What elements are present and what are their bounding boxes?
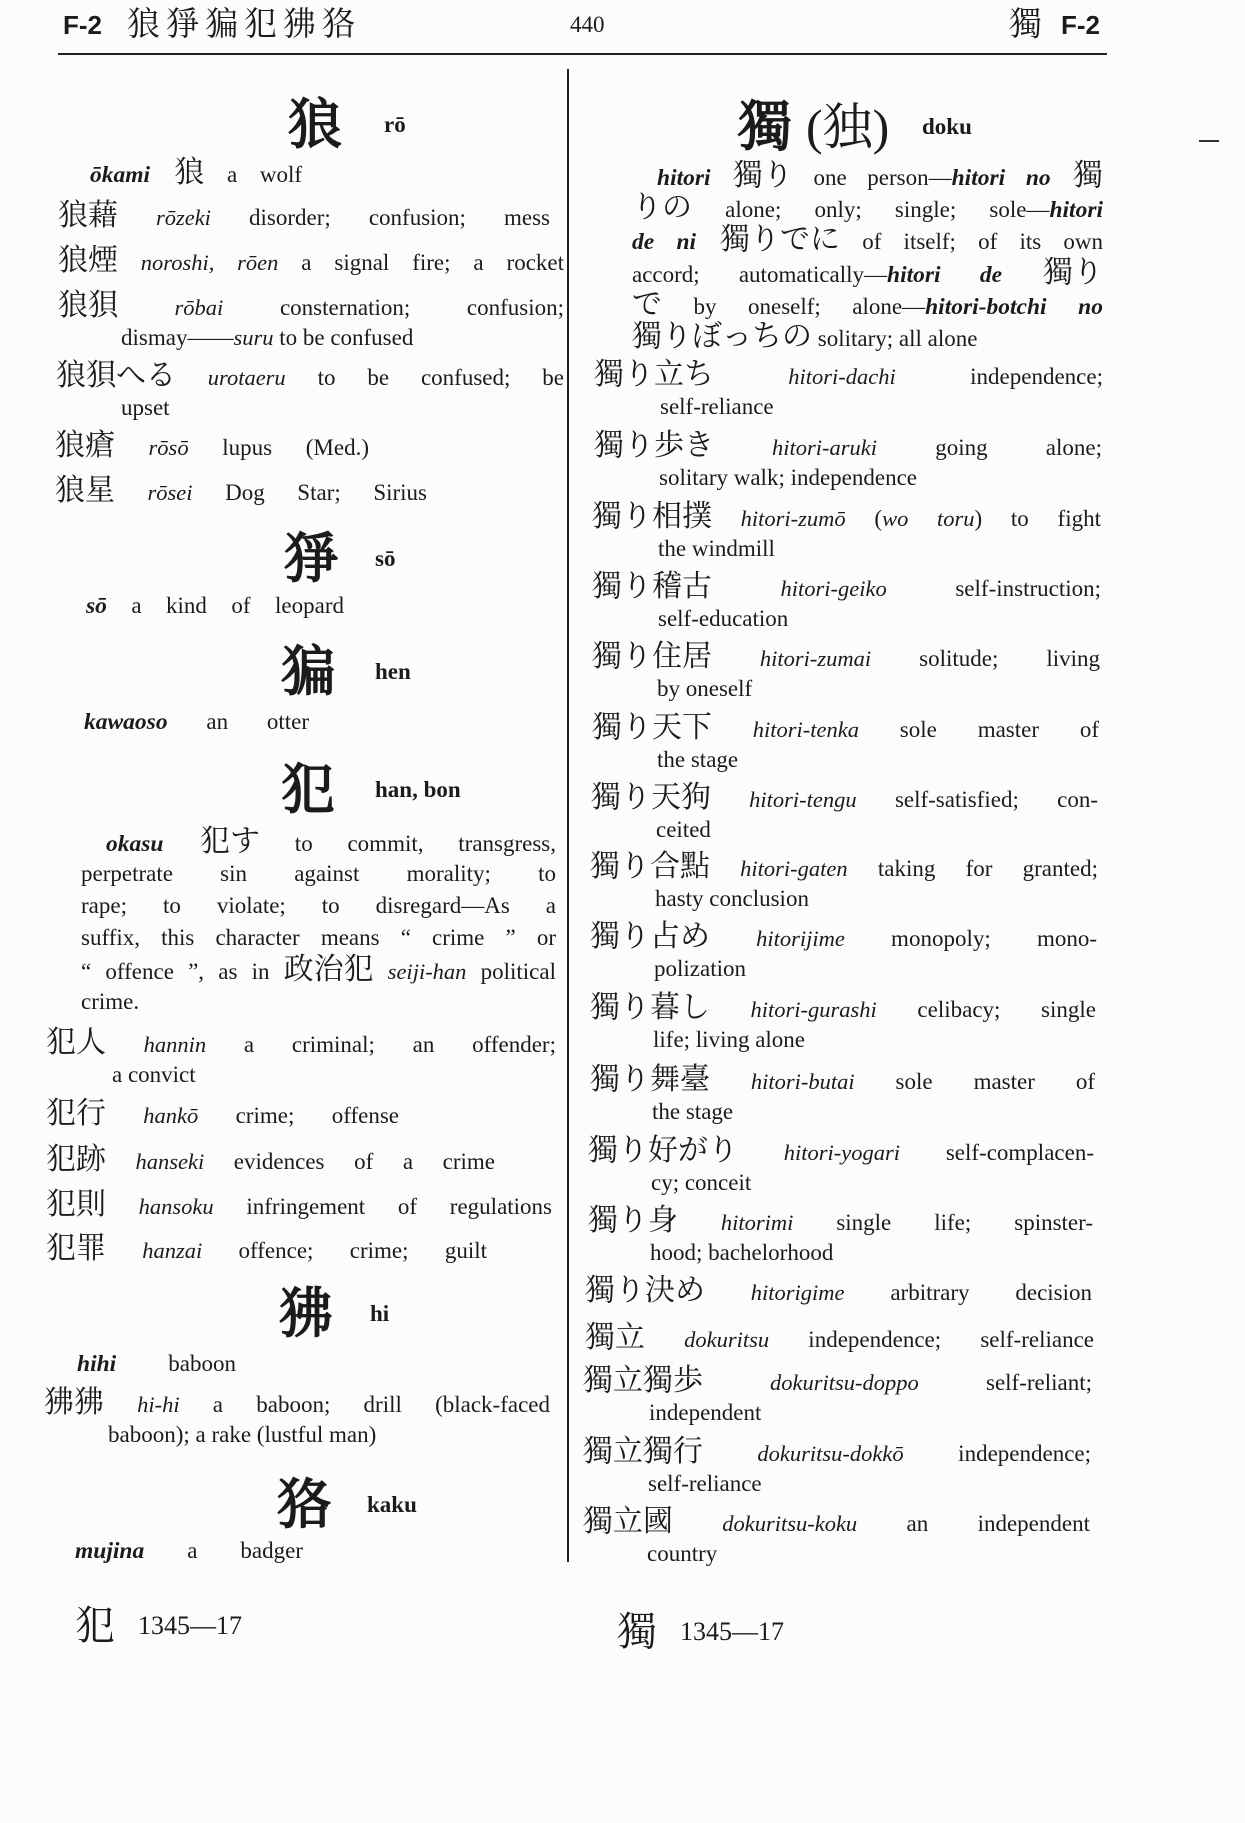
headword-romanization: sō [86,593,107,619]
definition-text: polization [654,956,746,982]
headword-romanization: hitori de [887,261,1003,288]
heading-romanization: hi [370,1301,390,1326]
kanji-text: 獨りでに [696,223,841,257]
romanization-text: dokuritsu-koku [673,1510,858,1536]
entry-line-text [632,287,1103,321]
romanization-text: hi-hi [104,1392,180,1417]
definition-text: baboon); a rake (lustful man) [108,1422,377,1447]
definition-text: hood; bachelorhood [650,1240,834,1266]
romanization-text: hitori-aruki [714,434,878,460]
romanization-text: urotaeru [176,365,286,390]
heading-kanji: 猙 [284,529,338,589]
definition-text: alone; only; single; sole— [692,197,1050,223]
definition-text: a wolf [204,162,302,187]
entry-line [659,462,917,494]
entry-line-text [592,499,1101,533]
kanji-text: 狒狒 [44,1386,104,1419]
entry-line-text [632,255,1104,289]
romanization-text: hitorijime [710,925,845,951]
romanization-text: hitori-butai [710,1068,855,1094]
entry-line [594,430,1102,462]
headword-romanization: okasu [106,831,164,857]
footer-character-left: 犯 [75,1603,115,1648]
footer-character-right: 獨 [617,1609,657,1654]
romanization-text: hitorimi [678,1209,794,1235]
definition-text: of itself; of its own [840,229,1103,255]
kanji-text: で [632,287,662,321]
definition-text: a signal fire; a rocket [278,250,564,275]
romanization-text: hitori-tengu [711,786,857,812]
definition-text: independence; [903,1440,1092,1466]
definition-text: the stage [657,747,739,773]
kanji-text: 犯罪 [46,1232,106,1265]
entry-line [658,603,788,635]
definition-text: crime. [81,989,140,1014]
definition-text: the stage [652,1099,734,1125]
definition-text: self-reliant; [918,1369,1092,1395]
kanji-text: 獨り好がり [588,1133,738,1167]
entry-line-text [660,394,774,419]
heading-variant-kanji: (独) [806,99,890,155]
romanization-text: rōbai [118,295,224,320]
kanji-text: 獨り決め [585,1273,705,1307]
kanji-text: 獨り暮し [590,990,710,1024]
definition-text: solitude; living [871,645,1100,671]
entry-line [592,571,1101,603]
entry-line [632,321,977,353]
definition-text: independence; [895,363,1103,389]
heading-kanji: 狒 [279,1284,333,1344]
kanji-text: 狼煙 [58,244,118,277]
entry-line [585,1275,1092,1307]
entry-line-text [651,1170,751,1195]
entry-line-text [655,886,809,911]
definition-text: infringement of regulations [213,1194,553,1219]
definition-text: upset [121,395,170,420]
definition-text: by oneself; alone— [662,293,926,319]
definition-text: hasty conclusion [655,886,809,912]
entry-line-text [592,569,1101,603]
footer-code-left: 1345—17 [138,1611,242,1640]
header-section-code-left: F-2 [63,10,102,40]
definition-text: ( [845,505,883,531]
page-number: 440 [570,12,605,37]
definition-text: offence; crime; guilt [202,1238,487,1263]
romanization-text: dokuritsu [645,1326,770,1352]
heading-kanji: 獨 [738,97,792,157]
kanji-text: 獨立獨歩 [583,1363,703,1397]
kanji-text: 獨 [1050,158,1104,192]
kanji-text: 獨り舞臺 [590,1062,710,1096]
entry-line-text [591,780,1098,814]
definition-text: evidences of a crime [204,1149,495,1174]
definition-text: cy; conceit [651,1170,752,1196]
romanization-text: hitorigime [705,1279,845,1305]
kanji-text: 犯跡 [46,1143,106,1176]
entry-line-text [652,1099,733,1124]
heading-romanization: hen [375,659,411,684]
headword-romanization: hitori no [951,164,1051,191]
kanji-text: 獨り相撲 [592,499,712,533]
romanization-text: hanseki [106,1149,205,1174]
definition-text: an independent [857,1510,1090,1536]
entry-line-text [588,1133,1094,1167]
romanization-text: hitori-yogari [738,1139,900,1165]
definition-text: going alone; [877,434,1103,460]
definition-text: to commit, transgress, [260,831,557,856]
entry-line [654,953,746,985]
romanization-text: suru [233,325,274,350]
definition-text: rape; to violate; to disregard—As a [81,893,556,918]
heading-romanization: rō [384,112,406,137]
entry-line [658,533,775,565]
entry-line [590,921,1097,953]
entry-line-text [594,357,1103,391]
definition-text: ) to fight [974,505,1101,531]
entry-line [592,641,1100,673]
definition-text: the windmill [658,536,775,562]
romanization-text: seiji-han [373,959,467,984]
definition-text: ceited [656,817,711,843]
kanji-text: 獨り [710,158,793,192]
definition-text: self-satisfied; con- [856,786,1098,812]
definition-text: suffix, this character means “ crime ” or [81,925,556,950]
definition-text: independent [649,1400,762,1426]
entry-line [660,391,774,423]
kanji-text: 狼 [150,156,205,189]
kanji-text: 犯則 [46,1188,106,1221]
definition-text: political [466,959,556,984]
definition-text: disorder; confusion; mess [210,205,550,230]
entry-line-text [658,536,775,561]
entry-line-text [585,1320,1094,1354]
entry-line [590,992,1096,1024]
entry-line-text [583,1363,1092,1397]
definition-text: a badger [144,1538,303,1563]
kanji-text: 狼藉 [58,199,118,232]
entry-line [656,814,711,846]
entry-line [649,1397,761,1429]
entry-line [632,289,1103,321]
heading-kanji: 狢 [277,1475,331,1535]
kanji-text: 獨り合點 [590,849,710,883]
entry-line-text [657,676,752,701]
definition-text: sole master of [858,716,1099,742]
entry-line-text [654,956,746,981]
entry-line-text [632,223,1103,257]
kanji-text: 犯人 [46,1026,106,1059]
entry-line-text [590,919,1097,953]
kanji-text: 犯す [163,825,261,858]
definition-text: life; living alone [653,1027,806,1053]
headword-romanization: de ni [632,229,697,256]
kanji-text: 獨り占め [590,919,710,953]
definition-text: celibacy; single [876,996,1096,1022]
entry-line-text [659,465,917,490]
heading-kanji: 狼 [288,95,342,155]
entry-line [583,1365,1092,1397]
entry-line-text [583,1434,1092,1468]
entry-line [647,1538,717,1570]
entry-line-text [585,1273,1093,1307]
definition-text: self-complacen- [899,1139,1094,1165]
entry-line [657,744,738,776]
entry-line [590,1064,1095,1096]
definition-text: Dog Star; Sirius [192,480,428,505]
entry-line [592,501,1101,533]
definition-text: self-instruction; [886,575,1101,601]
romanization-text: rōsei [115,480,193,505]
entry-line [594,359,1103,391]
romanization-text: hansoku [106,1194,214,1219]
entry-line-text [632,191,1103,225]
definition-text: “ offence ”, as in [81,959,284,984]
definition-text: self-reliance [648,1471,762,1497]
definition-text: self-reliance [660,394,774,420]
kanji-text: 獨り稽古 [592,569,712,603]
romanization-text: hitori-tenka [712,716,859,742]
entry-line-text [657,747,738,772]
entry-line [585,1322,1094,1354]
headword-romanization: kawaoso [84,709,168,735]
definition-text: lupus (Med.) [188,435,370,460]
definition-text: monopoly; mono- [844,925,1097,951]
definition-text: one person— [792,164,952,190]
entry-line-text [590,990,1096,1024]
entry-line-text [649,1400,761,1425]
entry-line-text [590,1062,1095,1096]
kanji-text: 狼狽 [58,289,118,322]
definition-text: to be confused; be [285,365,564,390]
definition-text: perpetrate sin against morality; to [81,861,556,886]
definition-text: to be confused [273,325,414,350]
romanization-text: noroshi, rōen [118,250,279,275]
romanization-text: dokuritsu-dokkō [703,1440,904,1466]
entry-line [583,1506,1090,1538]
definition-text: country [647,1541,718,1567]
heading-romanization: han, bon [375,777,461,802]
definition-text: solitary; all alone [812,325,978,351]
entry-line-text [594,428,1103,462]
header-section-code-right: F-2 [1061,10,1100,40]
heading-kanji: 猵 [281,642,335,702]
definition-text: baboon [116,1351,236,1376]
romanization-text: dokuritsu-doppo [703,1369,919,1395]
definition-text: single life; spinster- [793,1209,1093,1235]
entry-line-text [588,1203,1093,1237]
entry-line-text [650,1240,833,1265]
headword-romanization: hitori [657,164,711,191]
entry-line [657,160,1103,192]
entry-line-text [592,639,1100,673]
kanji-text: 獨り身 [588,1203,678,1237]
entry-line [657,673,752,705]
definition-text: independence; self-reliance [769,1326,1094,1352]
romanization-text: hitori-gaten [710,855,848,881]
romanization-text: rōzeki [118,205,211,230]
entry-line-text [590,849,1098,883]
entry-line-text [592,710,1099,744]
definition-text: a criminal; an offender; [206,1032,556,1057]
entry-line [651,1167,751,1199]
entry-line [632,192,1103,224]
entry-line [650,1237,833,1269]
definition-text: taking for granted; [847,855,1098,881]
kanji-text: 獨り [1002,255,1104,289]
headword-romanization: ōkami [90,162,151,188]
romanization-text: hitori-zumō [712,505,846,531]
definition-text: crime; offense [198,1103,399,1128]
entry-line [591,782,1098,814]
romanization-text: hitori-gurashi [710,996,877,1022]
kanji-text: 狼狽へる [56,359,176,392]
definition-text: consternation; confusion; [223,295,564,320]
kanji-text: 獨り住居 [592,639,712,673]
definition-text: arbitrary decision [844,1279,1093,1305]
kanji-text: 犯行 [46,1097,106,1130]
heading-romanization: doku [922,114,972,139]
entry-line-text [647,1541,717,1566]
kanji-text: 獨立獨行 [583,1434,703,1468]
kanji-text: 狼瘡 [55,429,115,462]
definition-text: a convict [112,1062,196,1087]
entry-line [588,1135,1094,1167]
headword-romanization: hihi [77,1351,117,1377]
header-character-right: 獨 [1009,7,1048,43]
entry-line-text [648,1471,762,1496]
definition-text: by oneself [657,676,753,702]
definition-text: dismay—— [121,325,234,350]
kanji-text: 政治犯 [283,953,374,986]
romanization-text: hitori-dachi [714,363,896,389]
romanization-text: wo toru [882,505,975,531]
entry-line-text [657,158,1104,192]
entry-line [588,1205,1093,1237]
kanji-text: 獨立 [585,1320,645,1354]
definition-text: solitary walk; independence [659,465,918,491]
entry-line [592,712,1099,744]
footer-code-right: 1345—17 [680,1617,784,1646]
entry-line-text [632,319,978,353]
definition-text: self-education [658,606,789,632]
kanji-text: りの [632,191,692,225]
headword-romanization: hitori-botchi no [925,293,1103,320]
entry-line [583,1436,1091,1468]
headword-romanization: mujina [75,1538,145,1564]
entry-line [632,224,1103,256]
kanji-text: 獨り天狗 [591,780,711,814]
headword-romanization: hitori [1049,197,1103,224]
entry-line [655,883,809,915]
entry-line [653,1024,805,1056]
romanization-text: hanzai [106,1238,203,1263]
heading-romanization: kaku [367,1492,417,1517]
entry-line [648,1468,762,1500]
romanization-text: hannin [106,1032,207,1057]
definition-text: an otter [167,709,309,734]
romanization-text: hitori-zumai [712,645,872,671]
definition-text: a baboon; drill (black-faced [179,1392,551,1417]
entry-line-text [656,817,711,842]
kanji-text: 獨りぼっちの [632,319,812,353]
kanji-text: 獨り天下 [592,710,712,744]
entry-line [652,1096,733,1128]
definition-text: a kind of leopard [106,593,344,618]
kanji-text: 獨り立ち [594,357,714,391]
heading-kanji: 犯 [281,760,335,820]
definition-text: sole master of [854,1068,1095,1094]
definition-text: accord; automatically— [632,261,888,287]
heading-romanization: sō [375,546,396,571]
entry-line-text [583,1504,1090,1538]
entry-line [590,851,1098,883]
header-character-range: 狼猙猵犯狒狢 [127,7,361,43]
entry-line-text [658,606,788,631]
kanji-text: 狼星 [55,474,115,507]
entry-line-text [653,1027,805,1052]
kanji-text: 獨り歩き [594,428,714,462]
entry-line [632,257,1103,289]
romanization-text: hitori-geiko [712,575,887,601]
romanization-text: rōsō [115,435,189,460]
kanji-text: 獨立國 [583,1504,673,1538]
romanization-text: hankō [106,1103,199,1128]
